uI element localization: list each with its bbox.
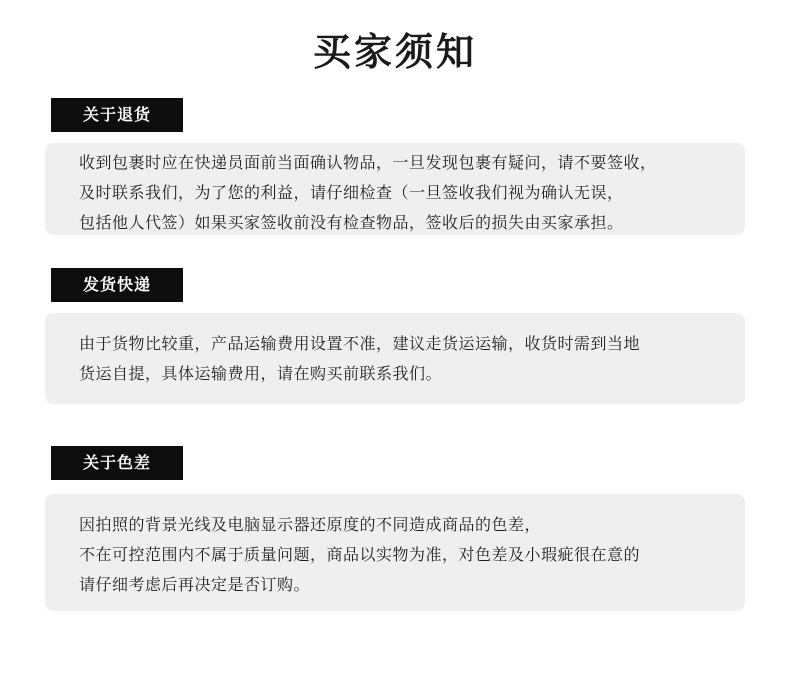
- section-box-shipping: [45, 313, 745, 404]
- text-line: 不在可控范围内不属于质量问题，商品以实物为准，对色差及小瑕疵很在意的: [79, 545, 641, 564]
- section-box-color-difference: [45, 494, 745, 611]
- section-tag-returns: 关于退货: [51, 98, 183, 132]
- section-box-returns: [45, 143, 745, 235]
- section-tag-color-difference: 关于色差: [51, 446, 183, 480]
- text-line: 请仔细考虑后再决定是否订购。: [79, 575, 311, 594]
- text-line: 由于货物比较重，产品运输费用设置不准，建议走货运运输，收货时需到当地: [79, 334, 641, 353]
- page-title: 买家须知: [312, 30, 477, 74]
- text-line: 收到包裹时应在快递员面前当面确认物品，一旦发现包裹有疑问，请不要签收，: [79, 153, 657, 172]
- text-line: 因拍照的背景光线及电脑显示器还原度的不同造成商品的色差，: [79, 515, 542, 534]
- text-line: 包括他人代签）如果买家签收前没有检查物品，签收后的损失由买家承担。: [79, 213, 624, 232]
- text-line: 货运自提，具体运输费用，请在购买前联系我们。: [79, 364, 443, 383]
- text-line: 及时联系我们，为了您的利益，请仔细检查（一旦签收我们视为确认无误，: [79, 183, 624, 202]
- section-tag-shipping: 发货快递: [51, 268, 183, 302]
